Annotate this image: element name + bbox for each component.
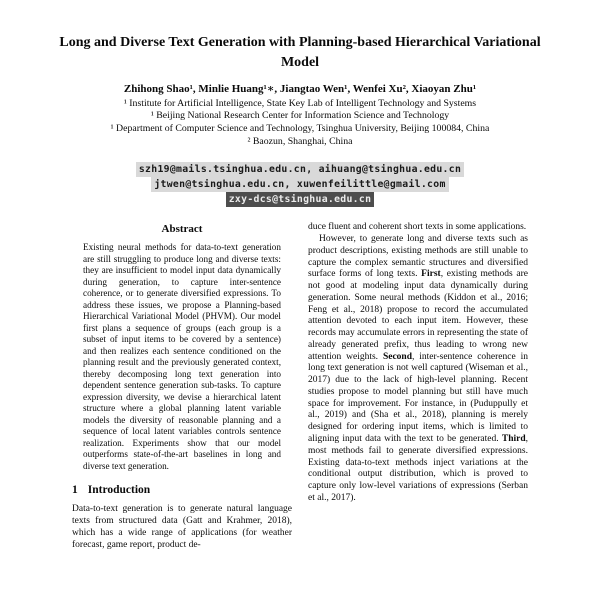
bold-keyword-second: Second	[382, 351, 412, 362]
paragraph-segment: , most methods fail to generate diversified expressions. Existing data-to-text methods inject variations at the conditional output distribution, which is proved to capture only low-level variations of expressions (Serban et al., 2017).	[308, 433, 528, 503]
affiliations-block	[0, 98, 600, 149]
email-line-1: szh19@mails.tsinghua.edu.cn, aihuang@tsinghua.edu.cn	[136, 162, 464, 177]
two-column-body	[72, 222, 528, 551]
abstract-text: Existing neural methods for data-to-text generation are still struggling to produce long and diverse texts: they are insufficient to model input data dynamically during generation, to capture inter-sentence coherence, or to generate diversified expressions. To address these issues, we propose a Planning-based Hierarchical Variational Model (PHVM). Our model first plans a sequence of groups (each group is a subset of input items to be covered by a sentence) and then realizes each sentence conditioned on the planning result and the previously generated context, thereby decomposing long text generation into dependent sentence generation sub-tasks. To capture expression diversity, we devise a hierarchical latent structure where a global planning latent variable models the diversity of reasonable planning and a sequence of local latent variables controls sentence realization. Experiments show that our model outperforms state-of-the-art baselines in long and diverse text generation.	[83, 242, 281, 471]
authors-line: Zhihong Shao¹, Minlie Huang¹∗, Jiangtao Wen¹, Wenfei Xu², Xiaoyan Zhu¹	[123, 82, 477, 95]
body-paragraph	[308, 234, 528, 505]
section-heading-introduction	[72, 484, 292, 496]
paragraph-segment: However, to generate long and diverse texts such as product descriptions, existing methods are still unable to capture the complex semantic structures and diversified surface forms of long texts.	[308, 233, 528, 280]
continuation-paragraph: duce fluent and coherent short texts in some applications.	[308, 222, 527, 233]
affiliation-line-4: ² Baozun, Shanghai, China	[247, 135, 353, 147]
paper-title: Long and Diverse Text Generation with Planning-based Hierarchical Variational Model	[59, 35, 541, 70]
abstract-section	[72, 223, 292, 472]
paragraph-segment: , existing methods are not good at modeling input data dynamically during generation. Some neural methods (Kiddon et al., 2016; Feng et al., 2018) propose to record the accumulated attention devoted to each input item. However, these records may accumulate errors in representing the state of already generated prefix, thus leading to wrong new attention weights.	[308, 269, 528, 362]
email-line-2: jtwen@tsinghua.edu.cn, xuwenfeilittle@gmail.com	[151, 177, 448, 192]
email-line-3: zxy-dcs@tsinghua.edu.cn	[226, 192, 375, 207]
abstract-heading: Abstract	[161, 223, 203, 236]
affiliation-line-2: ¹ Beijing National Research Center for Information Science and Technology	[150, 110, 450, 122]
right-column	[308, 222, 528, 504]
bold-keyword-first: First	[421, 269, 441, 280]
emails-block	[0, 162, 600, 208]
bold-keyword-third: Third	[501, 433, 526, 444]
section-number: 1	[72, 484, 78, 497]
paragraph-segment: , inter-sentence coherence in long text generation is not well captured (Wiseman et al., 2017) due to the lack of high-level planning. Recent studies propose to model planning but still have much space for improvement. For instance, in (Puduppully et al., 2019) and (Sha et al., 2018), planning is merely designed for ordering input items, which is limited to aligning input data with the text to be generated.	[308, 351, 528, 444]
affiliation-line-1: ¹ Institute for Artificial Intelligence, State Key Lab of Intelligent Technology and Systems	[123, 97, 477, 109]
affiliation-line-3: ¹ Department of Computer Science and Technology, Tsinghua University, Beijing 100084, China	[110, 123, 490, 135]
left-column	[72, 222, 292, 551]
intro-paragraph: Data-to-text generation is to generate natural language texts from structured data (Gatt and Krahmer, 2018), which has a wide range of applications (for weather forecast, game report, product de-	[72, 504, 292, 550]
section-title: Introduction	[87, 484, 151, 497]
